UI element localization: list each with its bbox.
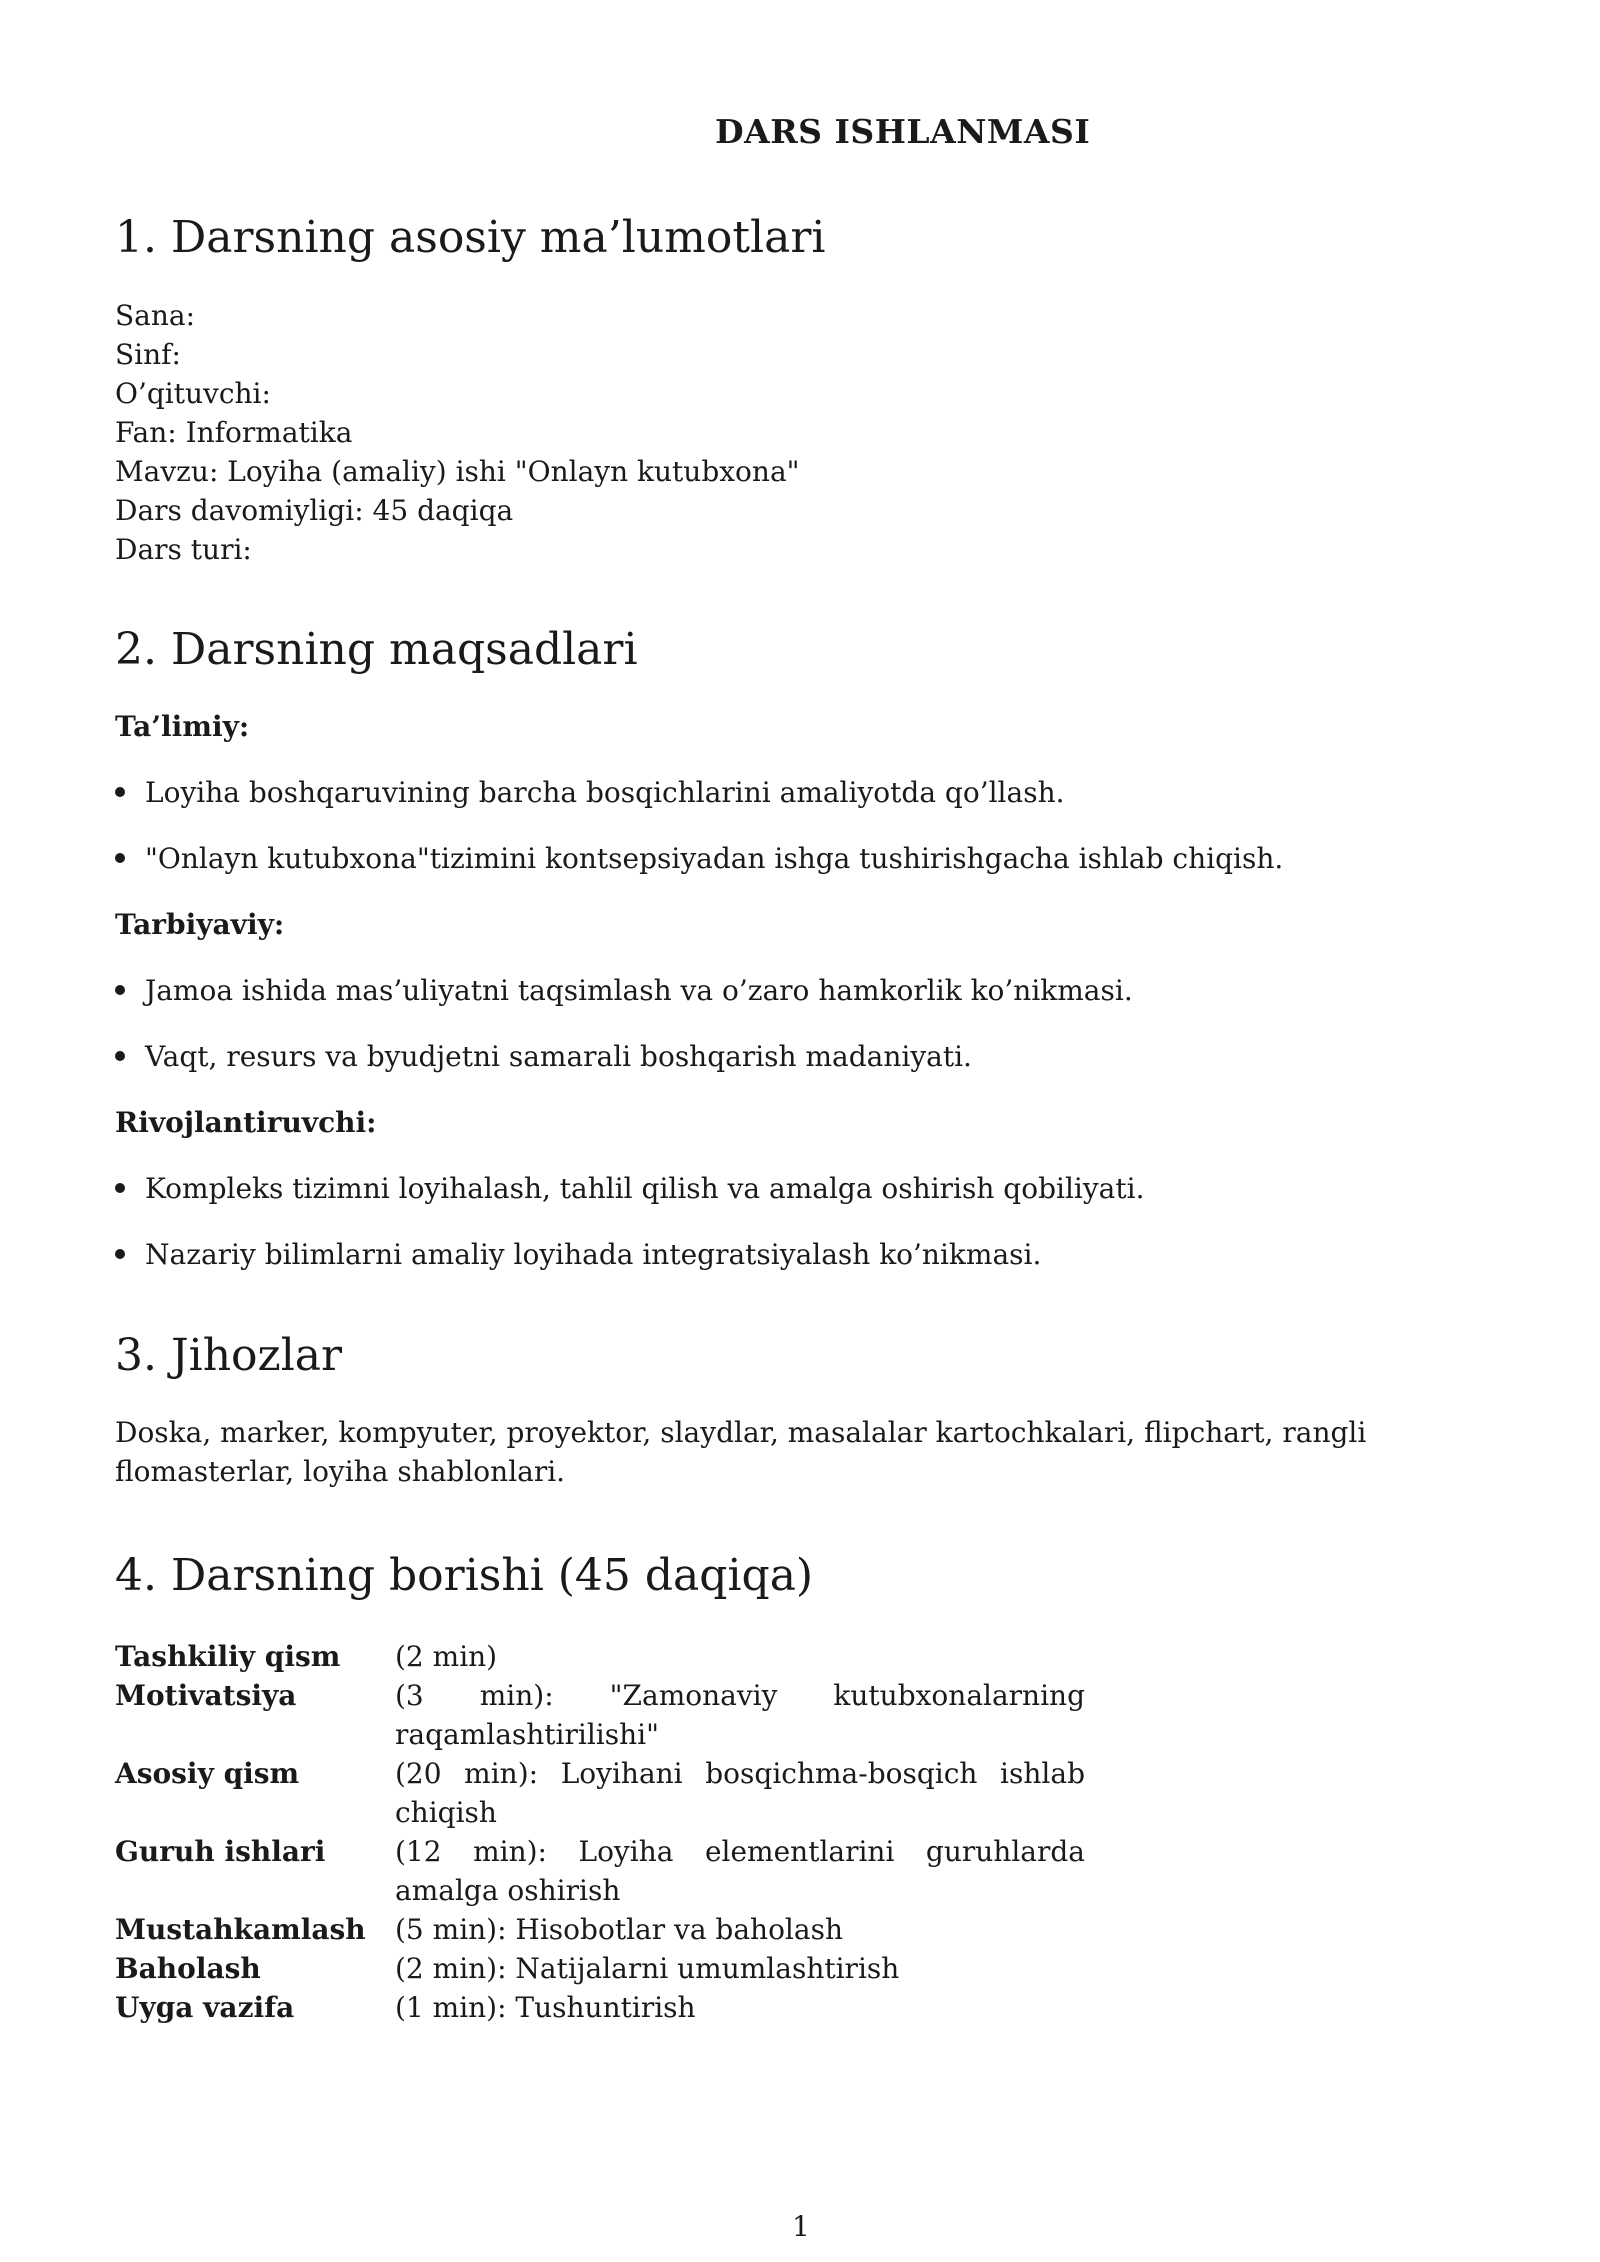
section-number: 3. [115, 1330, 157, 1381]
schedule-row [115, 1754, 1085, 1832]
list-item: Jamoa ishida mas’uliyatni taqsimlash va o’zaro hamkorlik ko’nikmasi. [115, 974, 1133, 1007]
document-title: DARS ISHLANMASI [715, 112, 1091, 151]
lesson-schedule [115, 1637, 1085, 2027]
lesson-info [115, 296, 800, 569]
stage-description: (12 min): Loyiha elementlarini guruhlarda amalga oshirish [395, 1835, 1085, 1907]
stage-label: Guruh ishlari [115, 1835, 326, 1868]
info-topic: Mavzu: Loyiha (amaliy) ishi "Onlayn kutubxona" [115, 455, 800, 488]
info-teacher: O’qituvchi: [115, 377, 271, 410]
stage-label: Uyga vazifa [115, 1991, 295, 2024]
stage-label: Mustahkamlash [115, 1913, 366, 1946]
bullet-icon [115, 853, 125, 863]
section-title: Darsning borishi (45 daqiqa) [170, 1550, 814, 1601]
stage-label: Baholash [115, 1952, 261, 1985]
stage-description: (20 min): Loyihani bosqichma-bosqich ishlab chiqish [395, 1757, 1085, 1829]
page-number: 1 [792, 2210, 810, 2243]
info-subject: Fan: Informatika [115, 416, 353, 449]
stage-description: (3 min): "Zamonaviy kutubxonalarning raqamlashtirilishi" [395, 1679, 1085, 1751]
bullet-icon [115, 1183, 125, 1193]
stage-label: Tashkiliy qism [115, 1640, 341, 1673]
schedule-row [115, 1676, 1085, 1754]
list-item: Vaqt, resurs va byudjetni samarali boshqarish madaniyati. [115, 1040, 972, 1073]
section-number: 2. [115, 624, 157, 675]
list-item: "Onlayn kutubxona"tizimini kontsepsiyadan ishga tushirishgacha ishlab chiqish. [115, 842, 1283, 875]
schedule-row [115, 1637, 1085, 1676]
stage-description: (5 min): Hisobotlar va baholash [395, 1913, 843, 1946]
schedule-row [115, 1988, 1085, 2027]
section-title: Jihozlar [170, 1330, 343, 1381]
bullet-icon [115, 985, 125, 995]
bullet-icon [115, 1051, 125, 1061]
goal-group-label: Tarbiyaviy: [115, 908, 285, 941]
stage-description: (2 min) [395, 1640, 498, 1673]
section-1-heading [115, 212, 825, 263]
info-duration: Dars davomiyligi: 45 daqiqa [115, 494, 514, 527]
section-title: Darsning asosiy ma’lumotlari [170, 212, 826, 263]
info-date: Sana: [115, 299, 196, 332]
list-item: Kompleks tizimni loyihalash, tahlil qilish va amalga oshirish qobiliyati. [115, 1172, 1144, 1205]
section-number: 4. [115, 1550, 157, 1601]
schedule-row [115, 1910, 1085, 1949]
section-title: Darsning maqsadlari [170, 624, 638, 675]
equipment-text: Doska, marker, kompyuter, proyektor, slaydlar, masalalar kartochkalari, flipchart, rangli flomasterlar, loyiha shablonlari. [115, 1416, 1367, 1488]
stage-description: (1 min): Tushuntirish [395, 1991, 696, 2024]
section-number: 1. [115, 212, 157, 263]
section-4-heading [115, 1550, 813, 1601]
goal-group-label: Rivojlantiruvchi: [115, 1106, 377, 1139]
info-class: Sinf: [115, 338, 181, 371]
list-item: Loyiha boshqaruvining barcha bosqichlarini amaliyotda qo’llash. [115, 776, 1065, 809]
list-item: Nazariy bilimlarni amaliy loyihada integratsiyalash ko’nikmasi. [115, 1238, 1041, 1271]
section-3-heading [115, 1330, 342, 1381]
stage-label: Asosiy qism [115, 1757, 300, 1790]
schedule-row [115, 1949, 1085, 1988]
bullet-icon [115, 1249, 125, 1259]
stage-label: Motivatsiya [115, 1679, 297, 1712]
bullet-icon [115, 787, 125, 797]
section-2-heading [115, 624, 638, 675]
info-type: Dars turi: [115, 533, 252, 566]
goal-group-label: Ta’limiy: [115, 710, 250, 743]
stage-description: (2 min): Natijalarni umumlashtirish [395, 1952, 900, 1985]
schedule-row [115, 1832, 1085, 1910]
